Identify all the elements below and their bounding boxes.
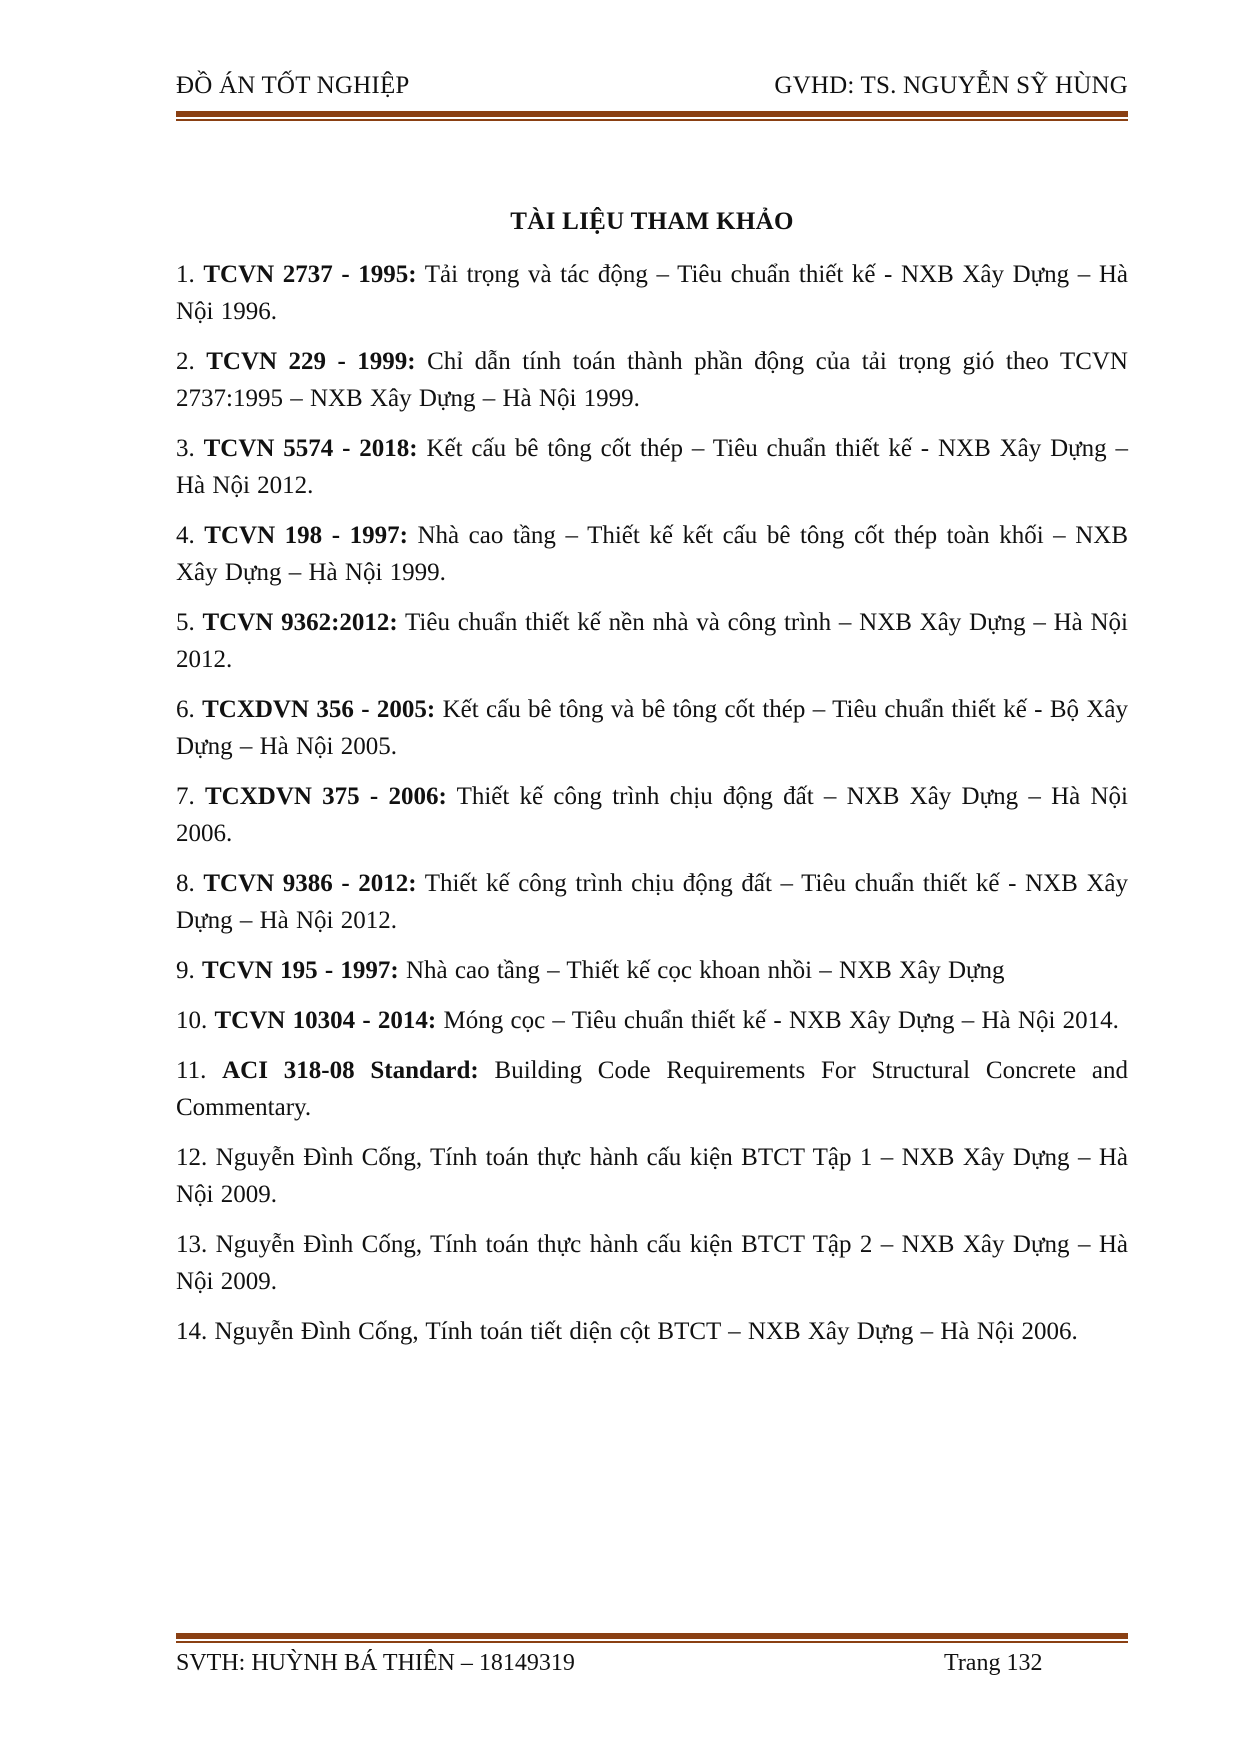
reference-text: Nguyễn Đình Cống, Tính toán thực hành cấu kiện BTCT Tập 1 – NXB Xây Dựng – Hà Nội 2009. [176, 1144, 1129, 1208]
page-header [176, 72, 1128, 112]
reference-text: Kết cấu bê tông cốt thép – Tiêu chuẩn thiết kế - NXB Xây Dựng – Hà Nội 2012. [176, 435, 1129, 499]
reference-code: TCVN 5574 - 2018: [203, 435, 418, 462]
reference-code: TCXDVN 356 - 2005: [202, 696, 436, 723]
reference-item [176, 865, 1128, 939]
reference-text: Building Code Requirements For Structural Concrete and Commentary. [176, 1057, 1129, 1121]
reference-number: 8. [176, 870, 195, 897]
page-title: TÀI LIỆU THAM KHẢO [510, 208, 794, 235]
header-thesis-label: ĐỒ ÁN TỐT NGHIỆP [176, 72, 410, 99]
reference-text: Thiết kế công trình chịu động đất – NXB Xây Dựng – Hà Nội 2006. [176, 783, 1128, 847]
reference-number: 5. [176, 609, 195, 636]
reference-code: TCVN 198 - 1997: [204, 522, 408, 549]
reference-code: TCVN 9386 - 2012: [203, 870, 417, 897]
reference-number: 6. [176, 696, 195, 723]
reference-number: 14. [176, 1318, 208, 1345]
header-advisor: GVHD: TS. NGUYỄN SỸ HÙNG [774, 72, 1128, 99]
reference-number: 1. [176, 261, 195, 288]
reference-item [176, 1002, 1128, 1039]
reference-number: 2. [176, 348, 195, 375]
reference-text: Nguyễn Đình Cống, Tính toán thực hành cấu kiện BTCT Tập 2 – NXB Xây Dựng – Hà Nội 2009. [176, 1231, 1129, 1295]
reference-text: Nguyễn Đình Cống, Tính toán tiết diện cột BTCT – NXB Xây Dựng – Hà Nội 2006. [214, 1318, 1078, 1345]
reference-number: 4. [176, 522, 195, 549]
reference-code: TCVN 229 - 1999: [206, 348, 416, 375]
reference-code: TCXDVN 375 - 2006: [204, 783, 447, 810]
reference-item [176, 604, 1128, 678]
header-rule-thick [176, 111, 1128, 117]
footer-rule-thin [176, 1641, 1128, 1643]
header-rule [176, 111, 1128, 121]
reference-code: TCVN 2737 - 1995: [203, 261, 417, 288]
reference-item [176, 517, 1128, 591]
page-footer [176, 1650, 1128, 1686]
reference-number: 9. [176, 957, 195, 984]
reference-item [176, 778, 1128, 852]
reference-list [176, 256, 1128, 1363]
reference-text: Thiết kế công trình chịu động đất – Tiêu chuẩn thiết kế - NXB Xây Dựng – Hà Nội 2012. [176, 870, 1129, 934]
reference-number: 10. [176, 1007, 208, 1034]
header-rule-thin [176, 119, 1128, 121]
reference-item [176, 1139, 1128, 1213]
reference-item [176, 343, 1128, 417]
reference-text: Nhà cao tầng – Thiết kế kết cấu bê tông cốt thép toàn khối – NXB Xây Dựng – Hà Nội 1999. [176, 522, 1129, 586]
reference-item [176, 1226, 1128, 1300]
reference-item [176, 256, 1128, 330]
reference-number: 11. [176, 1057, 207, 1084]
reference-code: TCVN 10304 - 2014: [214, 1007, 437, 1034]
reference-code: TCVN 9362:2012: [202, 609, 398, 636]
reference-text: Móng cọc – Tiêu chuẩn thiết kế - NXB Xây Dựng – Hà Nội 2014. [443, 1007, 1119, 1034]
reference-item [176, 1313, 1128, 1350]
reference-number: 12. [176, 1144, 208, 1171]
footer-student: SVTH: HUỲNH BÁ THIÊN – 18149319 [176, 1650, 575, 1676]
footer-rule [176, 1633, 1128, 1643]
reference-number: 13. [176, 1231, 208, 1258]
footer-rule-thick [176, 1633, 1128, 1639]
reference-text: Chỉ dẫn tính toán thành phần động của tải trọng gió theo TCVN 2737:1995 – NXB Xây Dựng – Hà Nội 1999. [176, 348, 1128, 412]
reference-code: ACI 318-08 Standard: [222, 1057, 479, 1084]
reference-number: 7. [176, 783, 195, 810]
reference-text: Kết cấu bê tông và bê tông cốt thép – Tiêu chuẩn thiết kế - Bộ Xây Dựng – Hà Nội 2005. [176, 696, 1128, 760]
reference-text: Tải trọng và tác động – Tiêu chuẩn thiết kế - NXB Xây Dựng – Hà Nội 1996. [176, 261, 1128, 325]
reference-text: Nhà cao tầng – Thiết kế cọc khoan nhồi – NXB Xây Dựng [406, 957, 1005, 984]
reference-item [176, 430, 1128, 504]
reference-item [176, 691, 1128, 765]
reference-text: Tiêu chuẩn thiết kế nền nhà và công trình – NXB Xây Dựng – Hà Nội 2012. [176, 609, 1129, 673]
reference-item [176, 952, 1128, 989]
page-number: Trang 132 [944, 1650, 1043, 1676]
reference-number: 3. [176, 435, 195, 462]
reference-item [176, 1052, 1128, 1126]
reference-code: TCVN 195 - 1997: [202, 957, 399, 984]
